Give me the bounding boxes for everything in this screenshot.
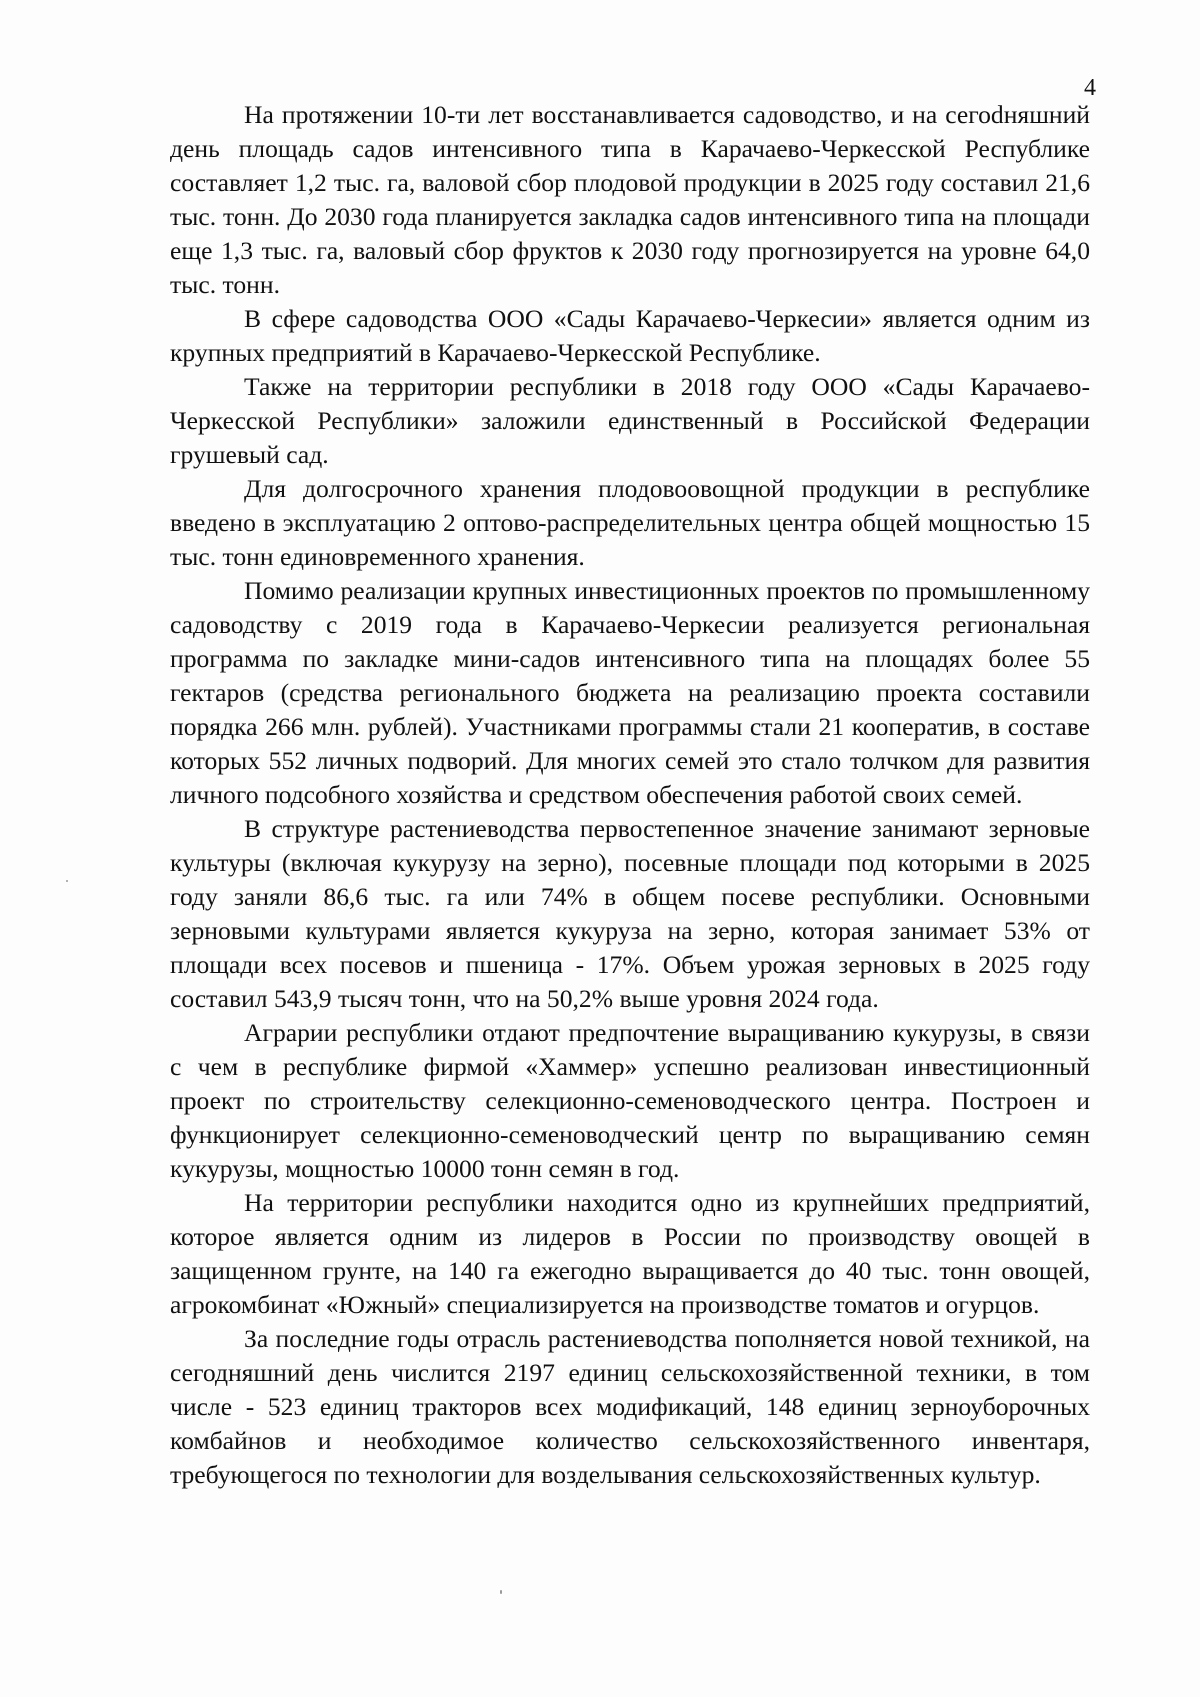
scan-speck <box>66 880 68 882</box>
paragraph-mini-gardens-program: Помимо реализации крупных инвестиционных проектов по промышленному садоводству с 2019 года в Карачаево-Черкесии реализуется региональная программа по закладке мини-садов интенсивного типа на площадях более 55 гектаров (средства регионального бюджета на реализацию проекта составили порядка 266 млн. рублей). Участниками программы стали 21 кооператив, в составе которых 552 личных подворий. Для многих семей это стало толчком для развития личного подсобного хозяйства и средством обеспечения работой своих семей. <box>170 576 1090 809</box>
document-body <box>170 98 1090 1492</box>
paragraph-horticulture: На протяжении 10-ти лет восстанавливается садоводство, и на сегоdняшний день площадь садов интенсивного типа в Карачаево-Черкесской Республике составляет 1,2 тыс. га, валовой сбор плодовой продукции в 2025 году составил 21,6 тыс. тонн. До 2030 года планируется закладка садов интенсивного типа на площади еще 1,3 тыс. га, валовый сбор фруктов к 2030 году прогнозируется на уровне 64,0 тыс. тонн. <box>170 100 1090 299</box>
paragraph-agricultural-machinery: За последние годы отрасль растениеводства пополняется новой техникой, на сегодняшний день числится 2197 единиц сельскохозяйственной техники, в том числе - 523 единиц тракторов всех модификаций, 148 единиц зерноуборочных комбайнов и необходимое количество сельскохозяйственного инвентаря, требующегося по технологии для возделывания сельскохозяйственных культур. <box>170 1324 1090 1489</box>
paragraph-storage-centers: Для долгосрочного хранения плодовоовощной продукции в республике введено в эксплуатацию 2 оптово-распределительных центра общей мощностью 15 тыс. тонн единовременного хранения. <box>170 474 1090 571</box>
paragraph-pear-orchard: Также на территории республики в 2018 году ООО «Сады Карачаево-Черкесской Республики» заложили единственный в Российской Федерации грушевый сад. <box>170 372 1090 469</box>
paragraph-gardens-company: В сфере садоводства ООО «Сады Карачаево-Черкесии» является одним из крупных предприятий в Карачаево-Черкесской Республике. <box>170 304 1090 367</box>
paragraph-grain-crops: В структуре растениеводства первостепенное значение занимают зерновые культуры (включая кукурузу на зерно), посевные площади под которыми в 2025 году заняли 86,6 тыс. га или 74% в общем посеве республики. Основными зерновыми культурами является кукуруза на зерно, которая занимает 53% от площади всех посевов и пшеница - 17%. Объем урожая зерновых в 2025 году составил 543,9 тысяч тонн, что на 50,2% выше уровня 2024 года. <box>170 814 1090 1013</box>
paragraph-greenhouse-vegetables: На территории республики находится одно из крупнейших предприятий, которое является одним из лидеров в России по производству овощей в защищенном грунте, на 140 га ежегодно выращивается до 40 тыс. тонн овощей, агрокомбинат «Южный» специализируется на производстве томатов и огурцов. <box>170 1188 1090 1319</box>
page-number: 4 <box>1084 75 1096 101</box>
scan-speck <box>500 1590 502 1594</box>
paragraph-corn-seed-center: Аграрии республики отдают предпочтение выращиванию кукурузы, в связи с чем в республике фирмой «Хаммер» успешно реализован инвестиционный проект по строительству селекционно-семеноводческого центра. Построен и функционирует селекционно-семеноводческий центр по выращиванию семян кукурузы, мощностью 10000 тонн семян в год. <box>170 1018 1090 1183</box>
